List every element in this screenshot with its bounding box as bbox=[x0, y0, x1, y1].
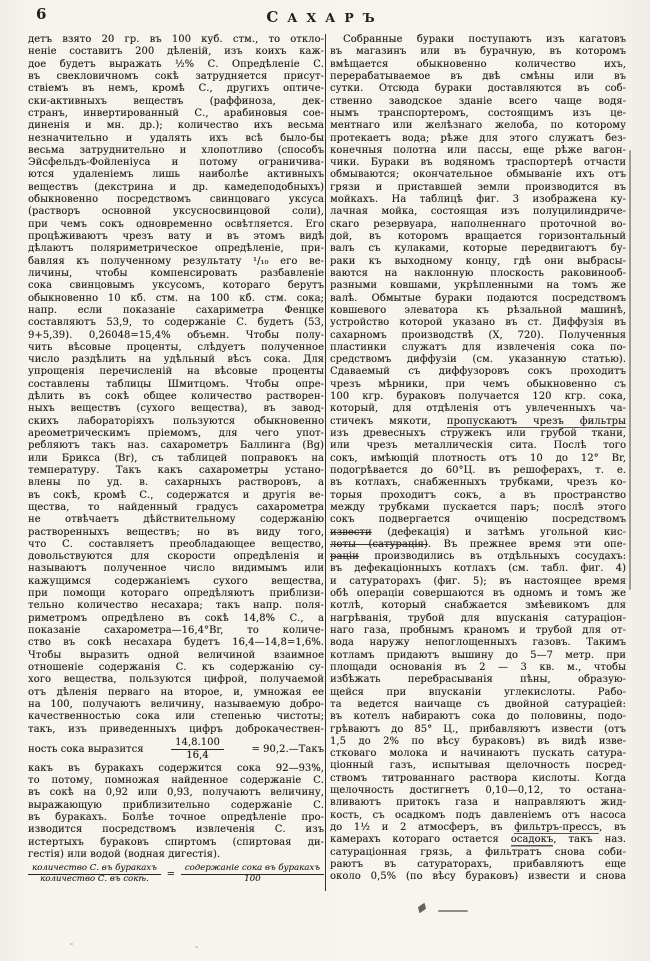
text-line: грязи и приставшей земли производится въ bbox=[330, 181, 626, 193]
text-line: называютъ полученное число видимымъ или bbox=[28, 563, 324, 575]
text-line: тельно количество несахара; такъ напр. поля- bbox=[28, 600, 324, 612]
text-line: средствомъ диффузіи (см. указанную статью). bbox=[330, 354, 626, 366]
text-line: между трубками пускается паръ; послѣ этого bbox=[330, 501, 626, 513]
equals-sign: = bbox=[166, 868, 175, 880]
text-line: напр. если показаніе сахариметра Фенцке bbox=[28, 304, 324, 316]
text-line: весьма затруднительно и хлопотливо (способъ bbox=[28, 144, 324, 156]
text-line: извести (дефекація) и затѣмъ угольной кис- bbox=[330, 526, 626, 538]
text-line: кость, съ осадкомъ подъ давленіемъ отъ насоса bbox=[330, 809, 626, 821]
text-line: качественностью сока или степенью чистоты; bbox=[28, 711, 324, 723]
column-divider-rule bbox=[325, 34, 326, 891]
text-line: или чрезъ металлическія сита. Послѣ того bbox=[330, 440, 626, 452]
text-line: ются удаленіемъ лишь наиболѣе активныхъ bbox=[28, 169, 324, 181]
fraction-numerator: содержаніе сока въ буракахъ bbox=[181, 864, 324, 875]
right-column bbox=[330, 34, 626, 884]
text-line: вода наружу непоглощенныхъ газовъ. Такимъ bbox=[330, 637, 626, 649]
text-line: показаніе сахарометра—16,4°Br, то количе- bbox=[28, 625, 324, 636]
fraction-numerator: количество С. въ буракахъ bbox=[28, 864, 161, 875]
text-line: мойкахъ. На таблицѣ фиг. 3 изображена ку- bbox=[330, 194, 626, 206]
text-line: ребляютъ такъ наз. сахарометръ Баллинга (Bg) bbox=[28, 440, 324, 452]
text-line: около 0,5% (по вѣсу бураковъ) извести и снова bbox=[330, 871, 626, 883]
text-line: ментнаго или желѣзнаго желоба, по которому bbox=[330, 120, 626, 132]
text-line: сокъ, имѣющій плотность отъ 10 до 12° Br, bbox=[330, 452, 626, 464]
text-line: 100 кгр. бураковъ получается 120 кгр. сока, bbox=[330, 391, 626, 403]
text-line: площади основанія въ 2 — 3 кв. м., чтобы bbox=[330, 661, 626, 673]
text-line: дое будетъ выражать ½% С. Опредѣленіе С. bbox=[28, 58, 324, 70]
page-edge-shadow bbox=[629, 150, 631, 590]
text-line: конечныя полотна или пассы, еще рѣже вагон- bbox=[330, 144, 626, 156]
text-line: ваются на наклонную плоскость раковинооб- bbox=[330, 267, 626, 279]
text-line: вливаютъ притокъ газа и направляютъ жид- bbox=[330, 797, 626, 809]
text-line: ареометрическимъ пріемомъ, для чего упот- bbox=[28, 428, 324, 439]
text-line: незначительно и удалять ихъ всѣ было-бы bbox=[28, 132, 324, 144]
text-line: Эйсфельдъ-Фойленіуса и потому ограничива- bbox=[28, 157, 324, 169]
text-line: подогрѣвается до 60°Ц. въ решоферахъ, т. е. bbox=[330, 464, 626, 476]
paper-speck bbox=[195, 946, 198, 948]
pencil-strike-mark: лоты (сатурація) bbox=[330, 538, 428, 550]
ink-stain bbox=[418, 903, 426, 914]
text-line: при помощи котораго опредѣляютъ приблизи- bbox=[28, 588, 324, 600]
text-line: ствомъ титрованнаго раствора кислоты. Когда bbox=[330, 772, 626, 784]
text-line: стковаго молока и начинаютъ пускать сатура- bbox=[330, 748, 626, 760]
text-line: кажущимся содержаніемъ сухого вещества, bbox=[28, 575, 324, 587]
fraction-denominator: 16,4 bbox=[186, 749, 209, 761]
text-line: нагрѣванія, трубой для впусканія сатураціон- bbox=[330, 612, 626, 624]
text-line: въ свекловичномъ сокѣ затрудняется присут- bbox=[28, 70, 324, 82]
text-line: въ сокѣ, кромѣ С., содержатся и другія ве- bbox=[28, 489, 324, 501]
text-line: сутки. Отсюда бураки доставляются въ соб- bbox=[330, 83, 626, 95]
text-line: лачная мойка, состоящая изъ полуцилиндриче- bbox=[330, 206, 626, 218]
text-line: вмѣщается обыкновенно количество ихъ, bbox=[330, 58, 626, 70]
text-line: ствіемъ въ немъ, кромѣ С., другихъ оптиче- bbox=[28, 83, 324, 95]
text-line: чить вѣсовые проценты, слѣдуетъ полученное bbox=[28, 341, 324, 353]
text-line: выражающую приблизительно содержаніе С. bbox=[28, 799, 324, 811]
text-line: Сдаваемый съ диффузоровъ сокъ проходитъ bbox=[330, 366, 626, 378]
ink-stain bbox=[438, 910, 468, 912]
text-line: сокъ подвергается очищенію посредствомъ bbox=[330, 514, 626, 526]
text-line: въ магазинъ или въ бурачную, въ которомъ bbox=[330, 46, 626, 58]
text-line: детъ взято 20 гр. въ 100 куб. стм., то откло- bbox=[28, 34, 324, 45]
text-line: ство въ сокѣ несахара будетъ 16,4—14,8=1,6%. bbox=[28, 637, 324, 649]
text-line: истертыхъ бураковъ спиртомъ (спиртовая ди- bbox=[28, 836, 324, 848]
text-line: при чемъ сокъ одновременно освѣтляется. Его bbox=[28, 218, 324, 230]
text-line: упрощенія перечисленій на вѣсовые проценты bbox=[28, 366, 324, 378]
text-line: котлѣ, который снабжается змѣевикомъ для bbox=[330, 600, 626, 612]
text-line: изъ древесныхъ стружекъ или грубой ткани, bbox=[330, 428, 626, 439]
text-line: избѣжать перебрасыванія пѣны, образую- bbox=[330, 674, 626, 686]
text-line: въ буракахъ. Болѣе точное опредѣленіе про- bbox=[28, 812, 324, 824]
text-line: чики. Бураки въ водяномъ траспортерѣ отчасти bbox=[330, 157, 626, 169]
text-line: грѣваютъ до 85° Ц., прибавляютъ извести (отъ bbox=[330, 723, 626, 735]
text-line: перерабатываемое въ двѣ смѣны или въ bbox=[330, 70, 626, 82]
text-line: растворенныхъ веществъ; но въ виду того, bbox=[28, 526, 324, 538]
text-line: изводится посредствомъ извлеченія С. изъ bbox=[28, 824, 324, 836]
text-line: устройство которой указано въ ст. Диффузія въ bbox=[330, 317, 626, 329]
running-title: САХАРЪ bbox=[266, 8, 384, 26]
text-line: стичекъ мякоти, пропускаютъ чрезъ фильтры bbox=[330, 415, 626, 427]
text-line: сатураціонная грязь, а фильтратъ снова соби- bbox=[330, 846, 626, 858]
text-line: въ котлахъ, снабженныхъ трубками, чрезъ ко- bbox=[330, 477, 626, 489]
text-line: влены по уд. в. сахарныхъ растворовъ, а bbox=[28, 477, 324, 489]
text-line: который, для отдѣленія отъ увлеченныхъ ча- bbox=[330, 403, 626, 415]
text-line: обмываются; окончательное обмываніе ихъ отъ bbox=[330, 169, 626, 181]
text-line: обѣ операціи совершаются въ одномъ и томъ же bbox=[330, 588, 626, 600]
text-line: щелочность достигнетъ 0,10—0,12, то остана- bbox=[330, 785, 626, 797]
text-line: обыкновенно 10 кб. стм. на 100 кб. стм. сока; bbox=[28, 292, 324, 304]
text-line: дѣлить въ сокѣ общее количество растворен- bbox=[28, 391, 324, 403]
text-line: довольствуются для скорости опредѣленія и bbox=[28, 551, 324, 563]
text-line: въ котелъ набираютъ сока до половины, подо- bbox=[330, 711, 626, 723]
text-line: торыя проходитъ сокъ, а въ пространство bbox=[330, 489, 626, 501]
text-line: неніе составитъ 200 дѣленій, изъ коихъ каж- bbox=[28, 46, 324, 58]
text-line: ковшевого элеватора къ рѣзальной машинѣ, bbox=[330, 304, 626, 316]
footnote-left-fraction bbox=[28, 864, 161, 885]
text-line: ныхъ веществъ (сухого вещества), въ завод- bbox=[28, 403, 324, 415]
formula-result: = 90,2.—Такъ bbox=[251, 743, 324, 755]
formula-prefix: ность сока выразится bbox=[28, 743, 144, 755]
text-line: валъ съ кулаками, которые передвигаютъ бу- bbox=[330, 243, 626, 255]
paper-speck bbox=[70, 943, 73, 945]
text-line: веществъ (декстрина и др. камедеподобныхъ) bbox=[28, 181, 324, 193]
text-line: бавляя къ полученному результату ¹/₁₀ его ве- bbox=[28, 255, 324, 267]
text-line: раки къ выходному концу, гдѣ они выбрасы- bbox=[330, 255, 626, 267]
text-line: то потому, помножая найденное содержаніе С. bbox=[28, 775, 324, 787]
text-line: гестія) или водой (водная дигестія). bbox=[28, 849, 221, 860]
fraction bbox=[171, 737, 224, 761]
text-line: разными ковшами, укрѣпленными на томъ же bbox=[330, 280, 626, 292]
text-line: до 1½ и 2 атмосферъ, въ фильтръ-прессъ, въ bbox=[330, 822, 626, 833]
inline-fraction-formula bbox=[28, 736, 324, 763]
text-line: протекаетъ вода; рѣже для этого служатъ без- bbox=[330, 132, 626, 144]
text-line: ски-активныхъ веществъ (раффиноза, дек- bbox=[28, 95, 324, 107]
text-line: какъ въ буракахъ содержится сока 92—93%, bbox=[28, 762, 324, 774]
text-line: въ дефекаціонныхъ котлахъ (см. табл. фиг. 4) bbox=[330, 563, 626, 575]
text-line: такъ, изъ приведенныхъ цифръ доброкачествен- bbox=[28, 723, 324, 735]
text-line: дѣлаютъ поляриметрическое опредѣленіе, при- bbox=[28, 243, 324, 255]
page-number: 6 bbox=[36, 5, 47, 23]
fraction-numerator: 14,8.100 bbox=[171, 737, 224, 749]
text-line: въ сокѣ на 0,92 или 0,93, получаютъ величину, bbox=[28, 787, 324, 799]
pencil-strike-mark: раціи bbox=[330, 551, 359, 563]
text-line: щейся при впусканіи углекислоты. Рабо- bbox=[330, 686, 626, 698]
text-line: хого вещества, пользуются цифрой, получаемой bbox=[28, 674, 324, 686]
text-line: Чтобы выразить одной величиной взаимное bbox=[28, 649, 324, 661]
footnote-formula bbox=[28, 864, 324, 885]
text-line: 1,5 до 2% по вѣсу бураковъ) въ видѣ изве- bbox=[330, 735, 626, 747]
text-line: и сатураторахъ (фиг. 5); въ настоящее время bbox=[330, 575, 626, 587]
text-line: та ведется наичаще съ двойной сатураціей: bbox=[330, 698, 626, 710]
text-line: 9+5,39). 0,26048=15,4% объемн. Чтобы полу- bbox=[28, 329, 324, 341]
pencil-underline-mark: пропускаютъ чрезъ фильтры bbox=[446, 415, 626, 427]
text-line: скихъ лабораторіяхъ пользуются обыкновенно bbox=[28, 415, 324, 427]
pencil-underline-mark: фильтръ-прессъ bbox=[514, 822, 600, 833]
text-line: валѣ. Обмытые бураки подаются посредствомъ bbox=[330, 292, 626, 304]
text-line: скаго резервуара, наполненнаго проточной во- bbox=[330, 218, 626, 230]
text-line: нымъ транспортеромъ, состоящимъ изъ це- bbox=[330, 107, 626, 119]
left-column-text-upper bbox=[28, 34, 324, 736]
text-line: наго газа, пробнымъ краномъ и трубой для от- bbox=[330, 625, 626, 636]
text-line: сока свинцовымъ уксусомъ, котораго берутъ bbox=[28, 280, 324, 292]
text-line: личины, чтобы компенсировать разбавленіе bbox=[28, 267, 324, 279]
text-line: Собранные бураки поступаютъ изъ кагатовъ bbox=[343, 34, 626, 45]
text-line: отношеніе содержанія С. къ содержанію су- bbox=[28, 661, 324, 673]
text-line: температуру. Такъ какъ сахарометры устано- bbox=[28, 464, 324, 476]
text-line: (растворъ основной уксусносвинцовой соли), bbox=[28, 206, 324, 218]
text-line: обыкновенно посредствомъ свинцоваго уксуса bbox=[28, 194, 324, 206]
left-column-text-lower bbox=[28, 763, 324, 862]
text-line: пластинки служатъ для извлеченія сока по- bbox=[330, 341, 626, 353]
left-column bbox=[28, 34, 324, 885]
text-line: щества, то найденный градусъ сахарометра bbox=[28, 501, 324, 513]
text-line: чрезъ мѣрники, при чемъ обыкновенно съ bbox=[330, 378, 626, 390]
text-line: дой, въ которомъ вращается горизонтальный bbox=[330, 231, 626, 242]
text-line: лоты (сатурація). Въ прежнее время эти опе- bbox=[330, 538, 626, 550]
text-line: странъ, инвертированный С., арабиновыя сое- bbox=[28, 107, 324, 119]
fraction-denominator: количество С. въ сокѣ. bbox=[40, 874, 149, 885]
text-line: отъ дѣленія перваго на второе, и, умножая ее bbox=[28, 686, 324, 698]
text-line: сахарномъ производствѣ (X, 720). Полученныя bbox=[330, 329, 626, 341]
text-line: число раздѣлить на удѣльный вѣсъ сока. Для bbox=[28, 354, 324, 366]
text-line: составлены таблицы Шмитцомъ. Чтобы опре- bbox=[28, 378, 324, 390]
text-line: ціонный газъ, испытывая щелочность посред- bbox=[330, 760, 626, 772]
text-line: что С. составляетъ преобладающее вещество, bbox=[28, 538, 324, 550]
right-column-text bbox=[330, 34, 626, 884]
text-line: котламъ придаютъ вышину до 5—7 метр. при bbox=[330, 649, 626, 661]
text-line: раютъ въ сатураторахъ, прибавляютъ еще bbox=[330, 858, 626, 870]
text-line: не отвѣчаетъ дѣйствительному содержанію bbox=[28, 514, 324, 526]
text-line: на 100, получаютъ величину, называемую добро- bbox=[28, 698, 324, 710]
pencil-underline-mark: осадокъ bbox=[510, 834, 554, 846]
fraction-denominator: 100 bbox=[244, 874, 261, 885]
text-line: диненія и мн. др.); количество ихъ весьма bbox=[28, 120, 324, 132]
text-line: процѣживаютъ чрезъ вату и въ этомъ видѣ bbox=[28, 231, 324, 242]
text-line: составляютъ 53,9, то содержаніе С. будетъ (53, bbox=[28, 317, 324, 329]
text-line: или Брикса (Br), съ таблицей поправокъ на bbox=[28, 452, 324, 464]
text-line: раціи производились въ отдѣльныхъ сосудахъ: bbox=[330, 551, 626, 563]
text-line: ственно заводское зданіе всего чаще водя- bbox=[330, 95, 626, 107]
footnote-right-fraction bbox=[181, 864, 324, 885]
text-line: камерахъ котораго остается осадокъ, такъ наз. bbox=[330, 834, 626, 846]
pencil-strike-mark: извести bbox=[330, 526, 372, 538]
text-line: риметромъ опредѣлено въ сокѣ 14,8% С., а bbox=[28, 612, 324, 624]
